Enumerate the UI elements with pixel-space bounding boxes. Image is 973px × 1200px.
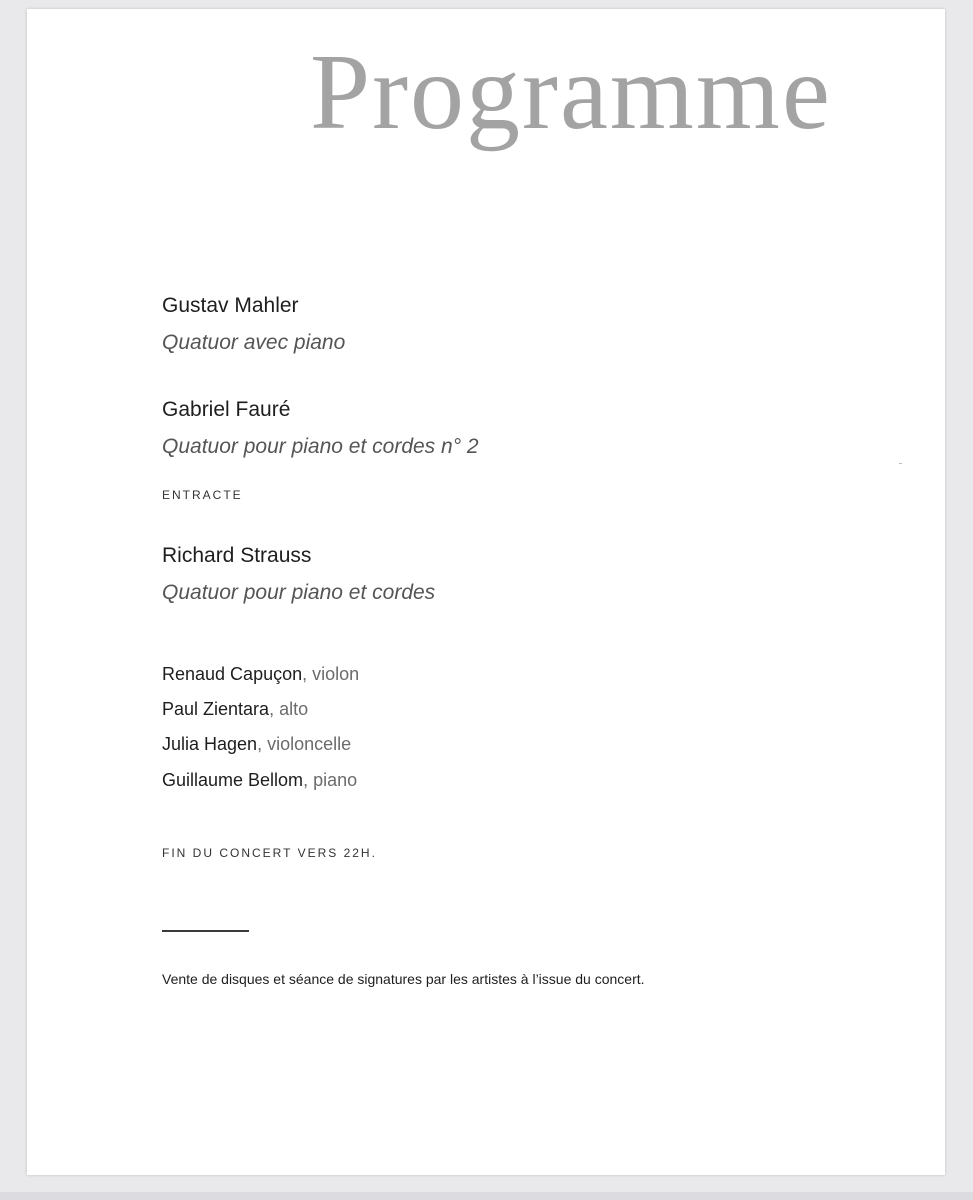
work-title: Quatuor avec piano bbox=[162, 331, 346, 354]
decorative-mark bbox=[899, 463, 902, 464]
performer-name: Paul Zientara bbox=[162, 699, 270, 719]
performer-instrument: , piano bbox=[303, 770, 358, 790]
work-title: Quatuor pour piano et cordes bbox=[162, 581, 436, 604]
footnote: Vente de disques et séance de signatures par les artistes à l’issue du concert. bbox=[162, 971, 645, 987]
performer-item bbox=[162, 771, 357, 789]
background-edge bbox=[0, 1192, 973, 1200]
intermission-label: ENTRACTE bbox=[162, 488, 243, 502]
performer-item bbox=[162, 700, 308, 718]
performer-item bbox=[162, 735, 351, 753]
performer-name: Renaud Capuçon bbox=[162, 664, 303, 684]
composer-name: Gabriel Fauré bbox=[162, 398, 291, 421]
page-title: Programme bbox=[310, 33, 832, 152]
end-time-note: FIN DU CONCERT VERS 22H. bbox=[162, 846, 377, 860]
divider-line bbox=[162, 930, 249, 932]
performer-name: Julia Hagen bbox=[162, 734, 258, 754]
performer-item bbox=[162, 665, 359, 683]
performer-instrument: , alto bbox=[269, 699, 309, 719]
performer-instrument: , violoncelle bbox=[257, 734, 352, 754]
work-title: Quatuor pour piano et cordes n° 2 bbox=[162, 435, 479, 458]
performer-instrument: , violon bbox=[302, 664, 360, 684]
composer-name: Richard Strauss bbox=[162, 544, 312, 567]
performer-name: Guillaume Bellom bbox=[162, 770, 304, 790]
composer-name: Gustav Mahler bbox=[162, 294, 299, 317]
programme-page bbox=[27, 9, 945, 1175]
